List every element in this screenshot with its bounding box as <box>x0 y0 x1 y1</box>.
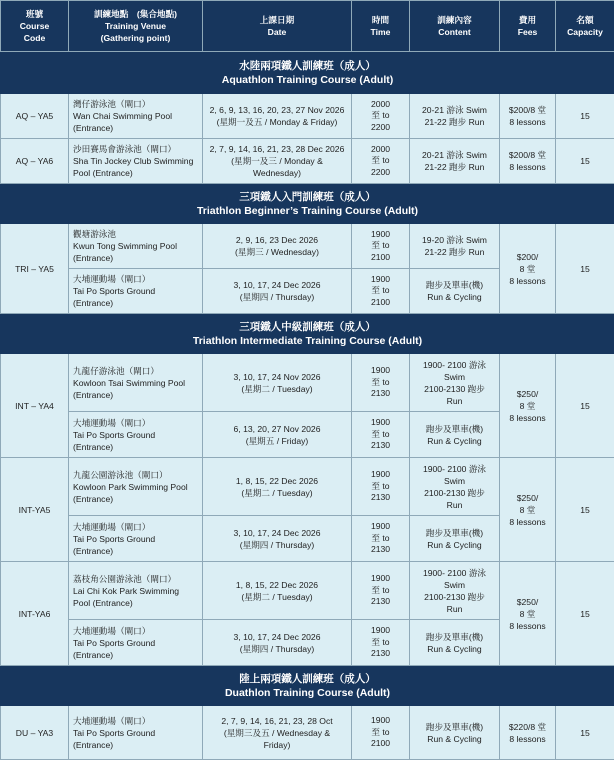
time: 1900 至 to 2100 <box>352 706 410 760</box>
date: 3, 10, 17, 24 Nov 2026 (星期二 / Tuesday) <box>203 354 352 412</box>
content: 跑步及單車(機) Run & Cycling <box>410 620 500 666</box>
course-code: DU – YA3 <box>1 706 69 760</box>
date: 3, 10, 17, 24 Dec 2026 (星期四 / Thursday) <box>203 269 352 314</box>
time: 1900 至 to 2130 <box>352 562 410 620</box>
content: 跑步及單車(機) Run & Cycling <box>410 516 500 562</box>
venue: 大埔運動場（閘口） Tai Po Sports Ground (Entrance) <box>69 620 203 666</box>
course-code: AQ – YA6 <box>1 139 69 184</box>
content: 跑步及單車(機) Run & Cycling <box>410 269 500 314</box>
time: 1900 至 to 2130 <box>352 412 410 458</box>
capacity: 15 <box>556 139 614 184</box>
venue: 荔枝角公園游泳池（閘口） Lai Chi Kok Park Swimming Pool (Entrance) <box>69 562 203 620</box>
fees: $200/8 堂 8 lessons <box>500 139 556 184</box>
course-code: INT-YA5 <box>1 458 69 562</box>
time: 1900 至 to 2130 <box>352 516 410 562</box>
content: 跑步及單車(機) Run & Cycling <box>410 706 500 760</box>
fees: $200/ 8 堂 8 lessons <box>500 224 556 314</box>
table-row <box>1 706 614 760</box>
capacity: 15 <box>556 224 614 314</box>
fees: $250/ 8 堂 8 lessons <box>500 354 556 458</box>
section-title: 水陸兩項鐵人訓練班（成人） Aquathlon Training Course (Adult) <box>1 52 614 94</box>
header-venue: 訓練地點 (集合地點) Training Venue (Gathering point) <box>69 1 203 52</box>
capacity: 15 <box>556 354 614 458</box>
table-row <box>1 139 614 184</box>
content: 1900- 2100 游泳 Swim 2100-2130 跑步 Run <box>410 562 500 620</box>
course-code: TRI – YA5 <box>1 224 69 314</box>
section-title: 三項鐵人中級訓練班（成人） Triathlon Intermediate Training Course (Adult) <box>1 314 614 354</box>
venue: 觀塘游泳池 Kwun Tong Swimming Pool (Entrance) <box>69 224 203 269</box>
venue: 大埔運動場（閘口） Tai Po Sports Ground (Entrance) <box>69 269 203 314</box>
content: 20-21 游泳 Swim 21-22 跑步 Run <box>410 94 500 139</box>
header-fees: 費用 Fees <box>500 1 556 52</box>
fees: $250/ 8 堂 8 lessons <box>500 562 556 666</box>
content: 20-21 游泳 Swim 21-22 跑步 Run <box>410 139 500 184</box>
header-time: 時間 Time <box>352 1 410 52</box>
date: 6, 13, 20, 27 Nov 2026 (星期五 / Friday) <box>203 412 352 458</box>
table-row <box>1 224 614 269</box>
date: 3, 10, 17, 24 Dec 2026 (星期四 / Thursday) <box>203 516 352 562</box>
date: 2, 7, 9, 14, 16, 21, 23, 28 Oct (星期三及五 / Wednesday & Friday) <box>203 706 352 760</box>
date: 1, 8, 15, 22 Dec 2026 (星期二 / Tuesday) <box>203 458 352 516</box>
section-header-triathlon-beginner <box>1 184 614 224</box>
time: 1900 至 to 2100 <box>352 224 410 269</box>
time: 1900 至 to 2130 <box>352 458 410 516</box>
date: 2, 9, 16, 23 Dec 2026 (星期三 / Wednesday) <box>203 224 352 269</box>
header-content: 訓練內容 Content <box>410 1 500 52</box>
time: 2000 至 to 2200 <box>352 94 410 139</box>
venue: 沙田賽馬會游泳池（閘口） Sha Tin Jockey Club Swimming Pool (Entrance) <box>69 139 203 184</box>
date: 2, 6, 9, 13, 16, 20, 23, 27 Nov 2026 (星期一及五 / Monday & Friday) <box>203 94 352 139</box>
header-row <box>1 1 614 52</box>
capacity: 15 <box>556 706 614 760</box>
table-row <box>1 562 614 620</box>
capacity: 15 <box>556 458 614 562</box>
course-code: INT-YA6 <box>1 562 69 666</box>
course-code: AQ – YA5 <box>1 94 69 139</box>
capacity: 15 <box>556 562 614 666</box>
section-title: 三項鐵人入門訓練班（成人） Triathlon Beginner’s Training Course (Adult) <box>1 184 614 224</box>
header-date: 上課日期 Date <box>203 1 352 52</box>
header-capacity: 名額 Capacity <box>556 1 614 52</box>
fees: $250/ 8 堂 8 lessons <box>500 458 556 562</box>
header-course-code: 班號 Course Code <box>1 1 69 52</box>
table-row <box>1 458 614 516</box>
section-header-aquathlon <box>1 52 614 94</box>
section-title: 陸上兩項鐵人訓練班（成人） Duathlon Training Course (Adult) <box>1 666 614 706</box>
venue: 大埔運動場（閘口） Tai Po Sports Ground (Entrance) <box>69 516 203 562</box>
date: 3, 10, 17, 24 Dec 2026 (星期四 / Thursday) <box>203 620 352 666</box>
content: 1900- 2100 游泳 Swim 2100-2130 跑步 Run <box>410 354 500 412</box>
date: 1, 8, 15, 22 Dec 2026 (星期二 / Tuesday) <box>203 562 352 620</box>
course-code: INT – YA4 <box>1 354 69 458</box>
table-row <box>1 94 614 139</box>
time: 2000 至 to 2200 <box>352 139 410 184</box>
capacity: 15 <box>556 94 614 139</box>
venue: 九龍仔游泳池（閘口） Kowloon Tsai Swimming Pool (Entrance) <box>69 354 203 412</box>
table-row <box>1 354 614 412</box>
section-header-duathlon <box>1 666 614 706</box>
fees: $220/8 堂 8 lessons <box>500 706 556 760</box>
time: 1900 至 to 2130 <box>352 354 410 412</box>
time: 1900 至 to 2100 <box>352 269 410 314</box>
venue: 九龍公園游泳池（閘口） Kowloon Park Swimming Pool (Entrance) <box>69 458 203 516</box>
time: 1900 至 to 2130 <box>352 620 410 666</box>
fees: $200/8 堂 8 lessons <box>500 94 556 139</box>
content: 1900- 2100 游泳 Swim 2100-2130 跑步 Run <box>410 458 500 516</box>
venue: 大埔運動場（閘口） Tai Po Sports Ground (Entrance) <box>69 706 203 760</box>
content: 跑步及單車(機) Run & Cycling <box>410 412 500 458</box>
section-header-triathlon-intermediate <box>1 314 614 354</box>
venue: 大埔運動場（閘口） Tai Po Sports Ground (Entrance) <box>69 412 203 458</box>
venue: 灣仔游泳池（閘口） Wan Chai Swimming Pool (Entrance) <box>69 94 203 139</box>
date: 2, 7, 9, 14, 16, 21, 23, 28 Dec 2026 (星期一及三 / Monday & Wednesday) <box>203 139 352 184</box>
content: 19-20 游泳 Swim 21-22 跑步 Run <box>410 224 500 269</box>
